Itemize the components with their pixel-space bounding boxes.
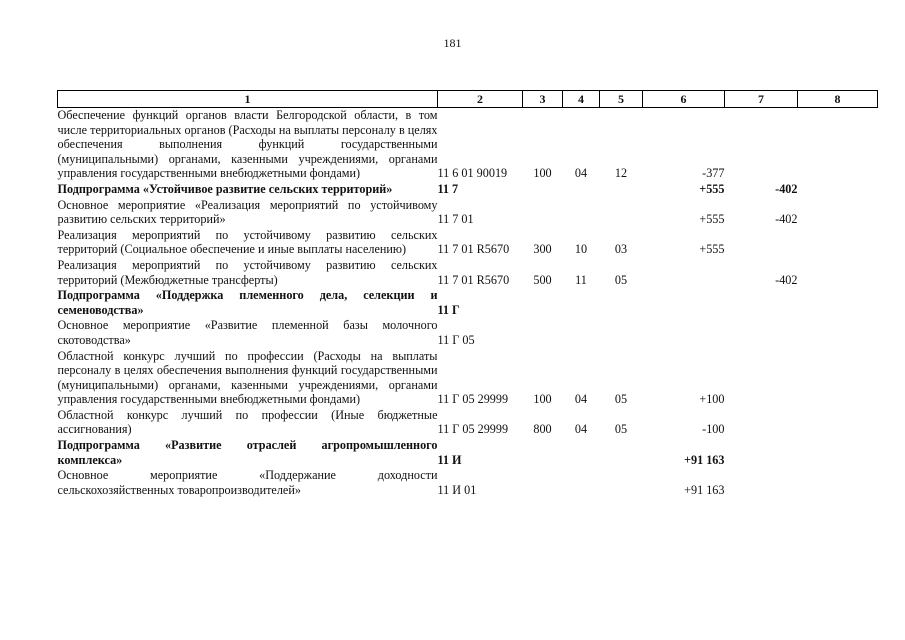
row-section: 11 [575, 272, 587, 287]
row-amount-col6 [643, 287, 725, 317]
row-classification-code: 11 7 01 R5670 [437, 272, 510, 287]
row-section: 10 [574, 242, 588, 257]
row-amount-col6: +91 163 [684, 482, 725, 497]
column-header-6: 6 [643, 91, 725, 108]
row-classification-code: 11 7 [437, 181, 459, 196]
table-row [58, 257, 878, 287]
row-subsection [600, 287, 643, 317]
row-expense-type [523, 181, 563, 197]
table-row [58, 407, 878, 437]
row-description: Подпрограмма «Устойчивое развитие сельских территорий» [57, 181, 393, 196]
row-classification-code: 11 Г [437, 302, 460, 317]
row-description: Подпрограмма «Развитие отраслей агропромышленного комплекса» [57, 438, 438, 467]
row-description: Обеспечение функций органов власти Белгородской области, в том числе территориальных органов (Расходы на выплаты персоналу в целях обеспечения выполнения функций государственными (муниципальными) органами, казенными учреждениями, органами управления государственными внебюджетными фондами) [57, 108, 438, 181]
table-row [58, 348, 878, 407]
row-expense-type [523, 317, 563, 347]
row-amount-col6: +555 [699, 212, 725, 227]
row-section: 04 [574, 392, 588, 407]
row-amount-col8 [798, 317, 878, 347]
row-classification-code: 11 И 01 [437, 482, 477, 497]
row-description: Основное мероприятие «Развитие племенной базы молочного скотоводства» [57, 318, 438, 347]
table-row [58, 197, 878, 227]
row-classification-code: 11 И [437, 452, 462, 467]
row-description: Основное мероприятие «Реализация мероприятий по устойчивому развитию сельских территорий» [57, 197, 438, 227]
row-subsection: 05 [614, 392, 628, 407]
row-amount-col7 [725, 287, 798, 317]
row-subsection: 05 [614, 272, 628, 287]
column-header-8: 8 [798, 91, 878, 108]
column-header-4: 4 [563, 91, 600, 108]
row-description: Реализация мероприятий по устойчивому развитию сельских территорий (Социальное обеспечение и иные выплаты населению) [57, 227, 438, 257]
row-expense-type [523, 287, 563, 317]
row-section [563, 317, 600, 347]
row-amount-col7 [725, 108, 798, 181]
column-header-7: 7 [725, 91, 798, 108]
row-amount-col8 [798, 227, 878, 257]
row-amount-col6: +100 [699, 392, 725, 407]
row-amount-col7 [725, 467, 798, 497]
row-expense-type [523, 437, 563, 467]
column-header-2: 2 [438, 91, 523, 108]
column-header-5: 5 [600, 91, 643, 108]
column-header-3: 3 [523, 91, 563, 108]
table-body [58, 108, 878, 498]
row-subsection: 03 [614, 242, 628, 257]
row-amount-col8 [798, 467, 878, 497]
row-subsection [600, 181, 643, 197]
table-row [58, 287, 878, 317]
row-amount-col8 [798, 197, 878, 227]
row-classification-code: 11 7 01 R5670 [437, 242, 510, 257]
row-description: Подпрограмма «Поддержка племенного дела, селекции и семеноводства» [57, 288, 438, 317]
row-amount-col7 [725, 437, 798, 467]
row-section [563, 287, 600, 317]
row-expense-type: 800 [533, 422, 552, 437]
row-section [563, 197, 600, 227]
table-row [58, 467, 878, 497]
row-expense-type: 300 [533, 242, 552, 257]
row-amount-col8 [798, 181, 878, 197]
row-description: Областной конкурс лучший по профессии (Расходы на выплаты персоналу в целях обеспечения выполнения функций государственными (муниципальными) органами, казенными учреждениями, органами управления государственными внебюджетными фондами) [57, 348, 438, 407]
row-amount-col6 [643, 317, 725, 347]
row-description: Основное мероприятие «Поддержание доходности сельскохозяйственных товаропроизводителей» [57, 468, 438, 497]
row-classification-code: 11 7 01 [437, 212, 474, 227]
row-amount-col6 [643, 257, 725, 287]
row-amount-col6: -377 [702, 166, 725, 181]
row-amount-col7 [725, 227, 798, 257]
row-subsection [600, 467, 643, 497]
row-amount-col8 [798, 108, 878, 181]
row-subsection [600, 317, 643, 347]
row-amount-col8 [798, 407, 878, 437]
budget-table [57, 90, 878, 497]
row-expense-type: 100 [533, 392, 552, 407]
row-amount-col8 [798, 437, 878, 467]
row-subsection [600, 437, 643, 467]
row-subsection: 05 [614, 422, 628, 437]
row-expense-type [523, 467, 563, 497]
row-amount-col8 [798, 257, 878, 287]
column-header-1: 1 [58, 91, 438, 108]
table-row [58, 317, 878, 347]
row-section: 04 [574, 166, 588, 181]
page-number: 181 [443, 36, 462, 50]
row-section [563, 181, 600, 197]
row-amount-col6: +555 [699, 242, 725, 257]
table-row [58, 108, 878, 181]
row-section [563, 437, 600, 467]
row-subsection: 12 [614, 166, 628, 181]
row-amount-col7 [725, 407, 798, 437]
row-amount-col7: -402 [775, 181, 798, 196]
row-section [563, 467, 600, 497]
row-classification-code: 11 Г 05 [437, 332, 475, 347]
row-description: Реализация мероприятий по устойчивому развитию сельских территорий (Межбюджетные трансферты) [57, 257, 438, 287]
row-description: Областной конкурс лучший по профессии (Иные бюджетные ассигнования) [57, 407, 438, 437]
table-row [58, 181, 878, 197]
row-amount-col6: +91 163 [684, 452, 725, 467]
table-row [58, 437, 878, 467]
row-classification-code: 11 Г 05 29999 [437, 422, 509, 437]
table-row [58, 227, 878, 257]
row-classification-code: 11 Г 05 29999 [437, 392, 509, 407]
row-subsection [600, 197, 643, 227]
row-expense-type [523, 197, 563, 227]
row-expense-type: 500 [533, 272, 552, 287]
row-amount-col7 [725, 348, 798, 407]
row-amount-col7 [725, 317, 798, 347]
table-header-row [58, 91, 878, 108]
row-amount-col8 [798, 287, 878, 317]
row-amount-col7: -402 [775, 272, 798, 287]
row-amount-col8 [798, 348, 878, 407]
row-expense-type: 100 [533, 166, 552, 181]
row-amount-col6: +555 [699, 181, 725, 196]
row-amount-col6: -100 [702, 422, 725, 437]
row-classification-code: 11 6 01 90019 [437, 166, 508, 181]
row-section: 04 [574, 422, 588, 437]
row-amount-col7: -402 [775, 212, 798, 227]
